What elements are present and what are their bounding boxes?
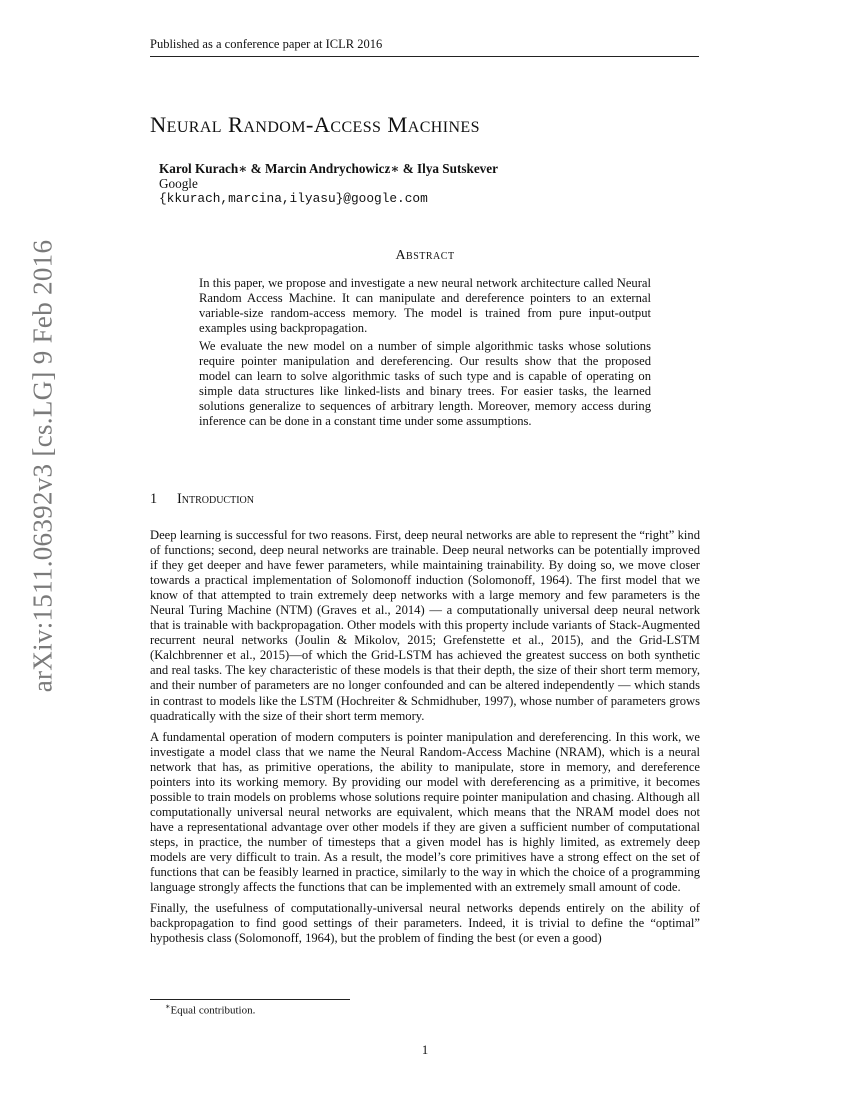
body-text [150,528,700,952]
body-paragraph: Finally, the usefulness of computationally-universal neural networks depends entirely on the ability of backpropagation to find good settings of their parameters. Indeed, it is trivial to define the “optimal” hypothesis class (Solomonoff, 1964), but the problem of finding the best (or even a good) [150,901,700,946]
abstract-body [199,276,651,432]
author-names: Karol Kurach∗ & Marcin Andrychowicz∗ & Ilya Sutskever [159,161,498,176]
section-title: Introduction [177,491,254,507]
footnote [165,1002,255,1017]
author-block [159,161,498,206]
paper-title: Neural Random-Access Machines [150,112,480,137]
page-number: 1 [421,1043,429,1057]
section-heading [150,491,254,508]
section-number: 1 [150,491,158,507]
footnote-rule [150,999,350,1000]
body-paragraph: Deep learning is successful for two reasons. First, deep neural networks are able to represent the “right” kind of functions; second, deep neural networks are trainable. Deep neural networks can be potentially improved if they get deeper and have fewer parameters, while maintaining trainability. By doing so, we move closer towards a practical implementation of Solomonoff induction (Solomonoff, 1964). The first model that we know of that attempted to train extremely deep networks with a large memory and few parameters is the Neural Turing Machine (NTM) (Graves et al., 2014) — a computationally universal deep neural network that is trainable with backpropagation. Other models with this property include variants of Stack-Augmented recurrent neural networks (Joulin & Mikolov, 2015; Grefenstette et al., 2015), and the Grid-LSTM (Kalchbrenner et al., 2015)—of which the Grid-LSTM has achieved the greatest success on both synthetic and real tasks. The key characteristic of these models is that their depth, the size of their short term memory, and their number of parameters are no longer confounded and can be altered independently — which stands in contrast to models like the LSTM (Hochreiter & Schmidhuber, 1997), whose number of parameters grows quadratically with the size of their short term memory. [150,528,700,723]
body-paragraph: A fundamental operation of modern computers is pointer manipulation and dereferencing. In this work, we investigate a model class that we name the Neural Random-Access Machine (NRAM), which is a neural network that has, as primitive operations, the ability to manipulate, store in memory, and dereference pointers into its working memory. By providing our model with dereferencing as a primitive, it becomes possible to train models on problems whose solutions require pointer manipulation and chasing. Although all computationally universal neural networks are equivalent, which means that the NRAM model does not have a representational advantage over other models if they are given a sufficient number of computational steps, in practice, the number of timesteps that a given model has is highly limited, as extremely deep models are very difficult to train. As a result, the model’s core primitives have a strong effect on the set of functions that can be feasibly learned in practice, similarly to the way in which the choice of a programming language strongly affects the functions that can be implemented with an extremely small amount of code. [150,729,700,895]
author-affiliation: Google [159,176,198,191]
abstract-heading: Abstract [395,248,455,263]
author-email: {kkurach,marcina,ilyasu}@google.com [159,191,428,206]
footnote-mark: ∗ [165,1002,171,1011]
abstract-paragraph: We evaluate the new model on a number of simple algorithmic tasks whose solutions require pointer manipulation and dereferencing. Our results show that the proposed model can learn to solve algorithmic tasks of such type and is capable of operating on simple data structures like linked-lists and binary trees. For easier tasks, the learned solutions generalize to sequences of arbitrary length. Moreover, memory access during inference can be done in a constant time under some assumptions. [199,339,651,428]
running-header: Published as a conference paper at ICLR 2016 [150,37,699,57]
arxiv-stamp: arXiv:1511.06392v3 [cs.LG] 9 Feb 2016 [27,239,58,693]
abstract-paragraph: In this paper, we propose and investigate a new neural network architecture called Neural Random Access Machine. It can manipulate and dereference pointers to an external variable-size random-access memory. The model is trained from pure input-output examples using backpropagation. [199,276,651,335]
footnote-text: Equal contribution. [170,1004,256,1017]
